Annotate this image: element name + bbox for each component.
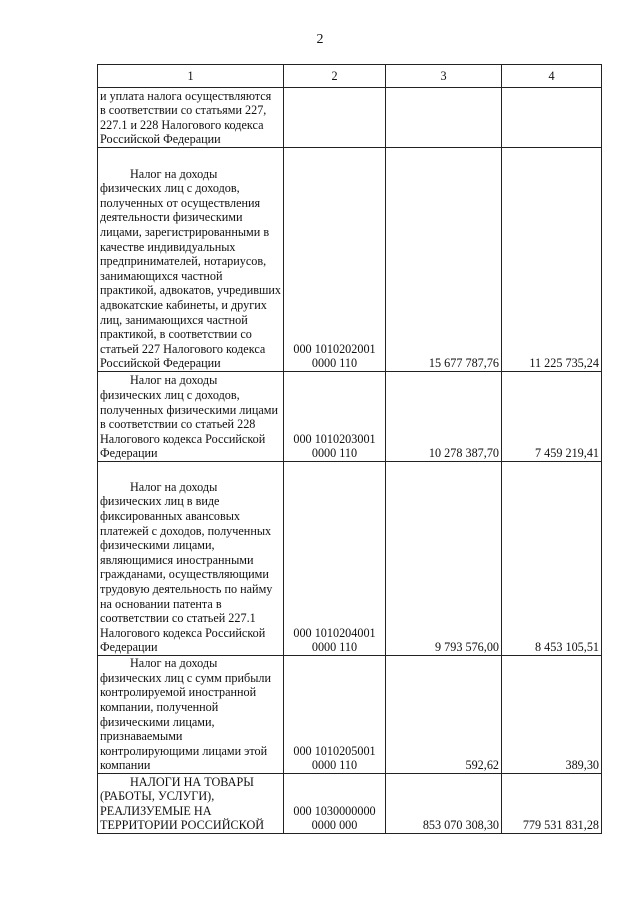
row-value-4: 7 459 219,41 xyxy=(502,372,602,462)
row-code: 000 1030000000 0000 000 xyxy=(284,774,386,834)
table-row xyxy=(98,656,602,774)
table-row xyxy=(98,88,602,148)
row-code: 000 1010202001 0000 110 xyxy=(284,148,386,372)
budget-table xyxy=(97,64,602,834)
row-name: и уплата налога осуществляются в соответствии со статьями 227, 227.1 и 228 Налогового кодекса Российской Федерации xyxy=(98,88,284,148)
row-code xyxy=(284,88,386,148)
row-value-4: 779 531 831,28 xyxy=(502,774,602,834)
column-header-1: 1 xyxy=(98,65,284,88)
row-value-4: 389,30 xyxy=(502,656,602,774)
row-name: Налог на доходы физических лиц с доходов, полученных физическими лицами в соответствии со статьей 228 Налогового кодекса Российской Федерации xyxy=(98,372,284,462)
table-row xyxy=(98,774,602,834)
row-value-3: 592,62 xyxy=(386,656,502,774)
row-value-3: 15 677 787,76 xyxy=(386,148,502,372)
row-value-3 xyxy=(386,88,502,148)
table-header-row xyxy=(98,65,602,88)
row-name: Налог на доходы физических лиц в виде фиксированных авансовых платежей с доходов, полученных физическими лицами, являющимися иностранными гражданами, осуществляющими трудовую деятельность по найму на основании патента в соответствии со статьей 227.1 Налогового кодекса Российской Федерации xyxy=(98,462,284,656)
row-name: НАЛОГИ НА ТОВАРЫ (РАБОТЫ, УСЛУГИ), РЕАЛИЗУЕМЫЕ НА ТЕРРИТОРИИ РОССИЙСКОЙ xyxy=(98,774,284,834)
row-value-4 xyxy=(502,88,602,148)
row-value-3: 10 278 387,70 xyxy=(386,372,502,462)
row-value-4: 8 453 105,51 xyxy=(502,462,602,656)
table-row xyxy=(98,462,602,656)
table-row xyxy=(98,372,602,462)
column-header-4: 4 xyxy=(502,65,602,88)
column-header-3: 3 xyxy=(386,65,502,88)
row-code: 000 1010205001 0000 110 xyxy=(284,656,386,774)
row-code: 000 1010203001 0000 110 xyxy=(284,372,386,462)
page-number: 2 xyxy=(316,32,324,47)
row-value-3: 9 793 576,00 xyxy=(386,462,502,656)
table-row xyxy=(98,148,602,372)
column-header-2: 2 xyxy=(284,65,386,88)
row-value-4: 11 225 735,24 xyxy=(502,148,602,372)
row-name: Налог на доходы физических лиц с доходов, полученных от осуществления деятельности физическими лицами, зарегистрированными в качестве индивидуальных предпринимателей, нотариусов, занимающихся частной практикой, адвокатов, учредивших адвокатские кабинеты, и других лиц, занимающихся частной практикой, в соответствии со статьей 227 Налогового кодекса Российской Федерации xyxy=(98,148,284,372)
row-code: 000 1010204001 0000 110 xyxy=(284,462,386,656)
row-name: Налог на доходы физических лиц с сумм прибыли контролируемой иностранной компании, полученной физическими лицами, признаваемыми контролирующими лицами этой компании xyxy=(98,656,284,774)
row-value-3: 853 070 308,30 xyxy=(386,774,502,834)
